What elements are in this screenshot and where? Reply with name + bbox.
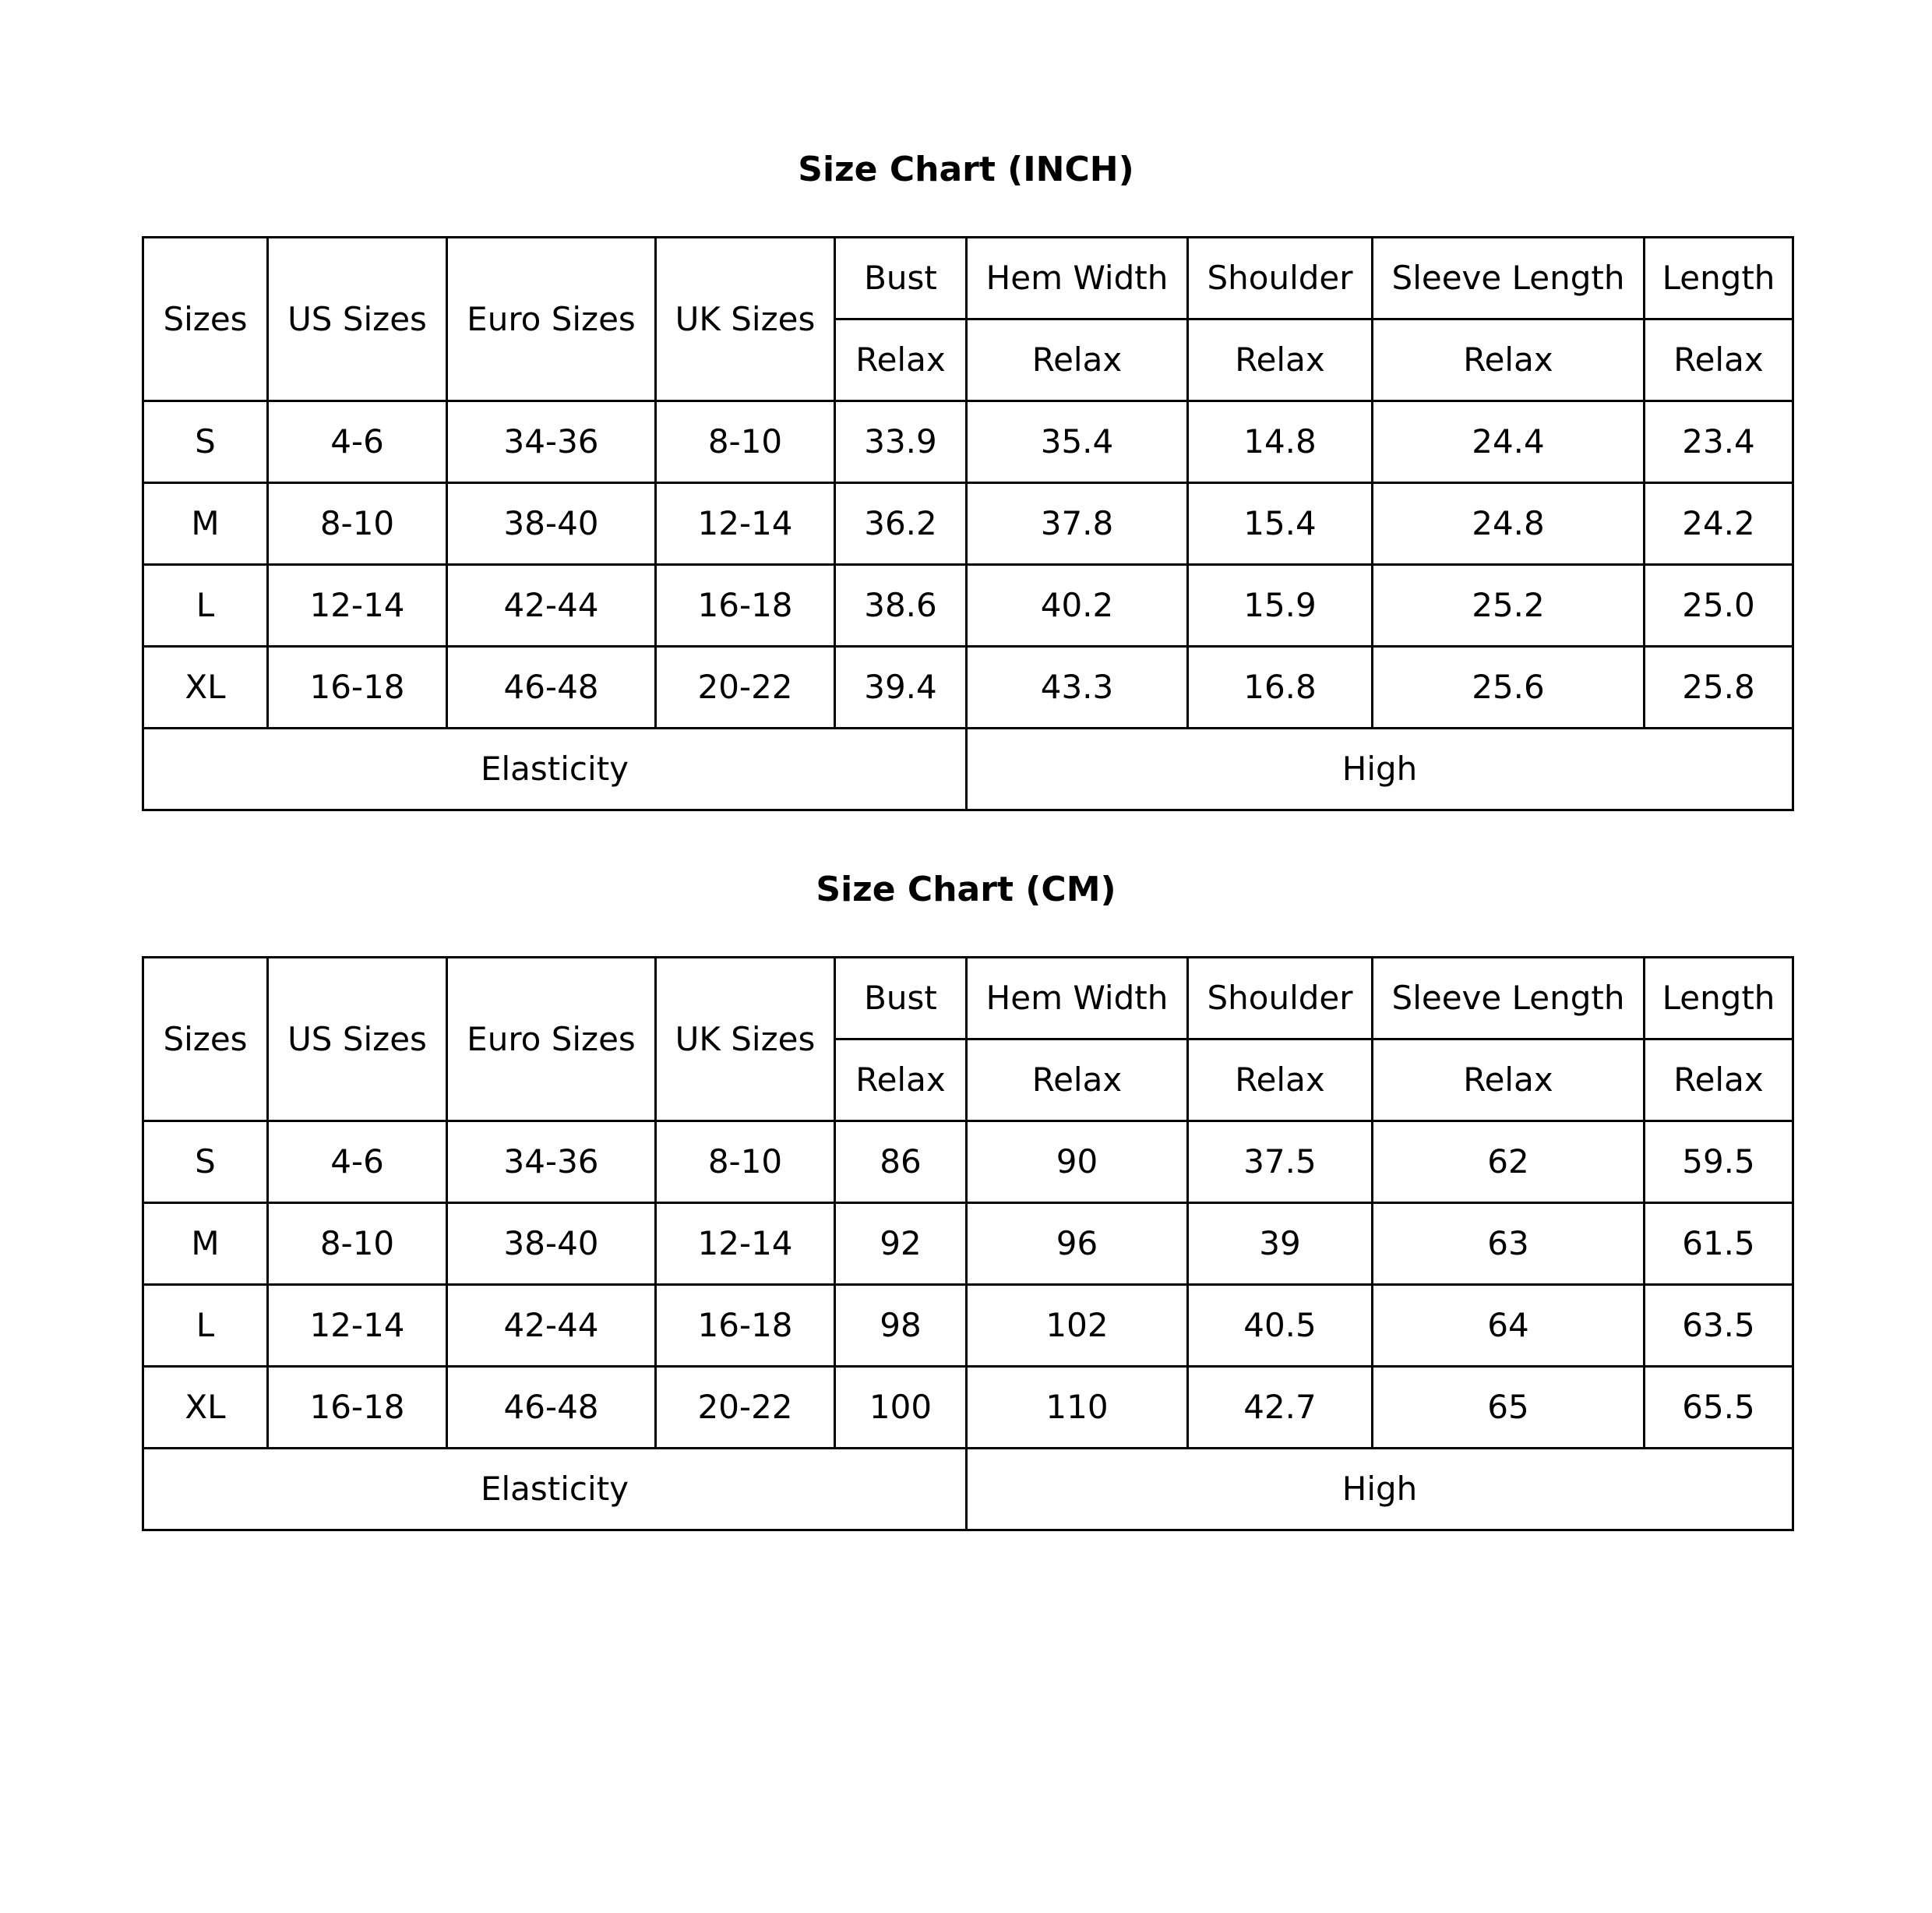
size-chart-cm-table xyxy=(142,956,1794,1531)
header-euro-sizes: Euro Sizes xyxy=(447,238,656,401)
cell: 98 xyxy=(835,1285,967,1367)
cell: 24.8 xyxy=(1373,483,1645,565)
cell: 8-10 xyxy=(656,401,835,483)
header-us-sizes: US Sizes xyxy=(268,238,447,401)
header-row xyxy=(143,238,1793,319)
cell: 40.5 xyxy=(1188,1285,1373,1367)
sub-header-relax: Relax xyxy=(1188,1039,1373,1121)
cell: 12-14 xyxy=(268,1285,447,1367)
cell: 33.9 xyxy=(835,401,967,483)
cell: 34-36 xyxy=(447,1121,656,1203)
sub-header-relax: Relax xyxy=(1645,319,1793,401)
header-length: Length xyxy=(1645,958,1793,1039)
cell: 34-36 xyxy=(447,401,656,483)
cell: L xyxy=(143,565,268,647)
cell: 40.2 xyxy=(967,565,1188,647)
cell: 61.5 xyxy=(1645,1203,1793,1285)
cell: 24.4 xyxy=(1373,401,1645,483)
cell: 63.5 xyxy=(1645,1285,1793,1367)
cell: 42.7 xyxy=(1188,1367,1373,1449)
elasticity-value: High xyxy=(967,1449,1793,1530)
sub-header-relax: Relax xyxy=(967,319,1188,401)
cell: 20-22 xyxy=(656,647,835,729)
cell: 90 xyxy=(967,1121,1188,1203)
header-sizes: Sizes xyxy=(143,958,268,1121)
sub-header-relax: Relax xyxy=(835,319,967,401)
cell: 14.8 xyxy=(1188,401,1373,483)
cell: 16.8 xyxy=(1188,647,1373,729)
header-sleeve-length: Sleeve Length xyxy=(1373,958,1645,1039)
sub-header-relax: Relax xyxy=(1373,1039,1645,1121)
cell: 43.3 xyxy=(967,647,1188,729)
cell: S xyxy=(143,1121,268,1203)
table-row xyxy=(143,647,1793,729)
cell: 62 xyxy=(1373,1121,1645,1203)
header-uk-sizes: UK Sizes xyxy=(656,238,835,401)
table-row xyxy=(143,565,1793,647)
cell: 96 xyxy=(967,1203,1188,1285)
cell: XL xyxy=(143,1367,268,1449)
cell: 16-18 xyxy=(268,647,447,729)
cell: 38.6 xyxy=(835,565,967,647)
cell: 65 xyxy=(1373,1367,1645,1449)
cell: 4-6 xyxy=(268,401,447,483)
cell: 39.4 xyxy=(835,647,967,729)
header-euro-sizes: Euro Sizes xyxy=(447,958,656,1121)
sub-header-relax: Relax xyxy=(1188,319,1373,401)
cell: 37.8 xyxy=(967,483,1188,565)
cell: 4-6 xyxy=(268,1121,447,1203)
cell: 100 xyxy=(835,1367,967,1449)
cell: L xyxy=(143,1285,268,1367)
cell: 46-48 xyxy=(447,1367,656,1449)
footer-row xyxy=(143,729,1793,810)
cell: 23.4 xyxy=(1645,401,1793,483)
cell: 15.9 xyxy=(1188,565,1373,647)
cell: 25.2 xyxy=(1373,565,1645,647)
cell: 12-14 xyxy=(656,1203,835,1285)
cell: 38-40 xyxy=(447,483,656,565)
size-chart-cm-title: Size Chart (CM) xyxy=(816,870,1116,909)
table-row xyxy=(143,1285,1793,1367)
elasticity-label: Elasticity xyxy=(143,729,967,810)
cell: 12-14 xyxy=(656,483,835,565)
table-row xyxy=(143,1203,1793,1285)
header-uk-sizes: UK Sizes xyxy=(656,958,835,1121)
elasticity-label: Elasticity xyxy=(143,1449,967,1530)
cell: 110 xyxy=(967,1367,1188,1449)
cell: 39 xyxy=(1188,1203,1373,1285)
cell: S xyxy=(143,401,268,483)
header-bust: Bust xyxy=(835,238,967,319)
cell: M xyxy=(143,483,268,565)
header-sleeve-length: Sleeve Length xyxy=(1373,238,1645,319)
elasticity-value: High xyxy=(967,729,1793,810)
cell: 64 xyxy=(1373,1285,1645,1367)
cell: 42-44 xyxy=(447,565,656,647)
size-chart-inch-table xyxy=(142,236,1794,811)
header-sizes: Sizes xyxy=(143,238,268,401)
cell: 16-18 xyxy=(656,1285,835,1367)
cell: 63 xyxy=(1373,1203,1645,1285)
cell: 8-10 xyxy=(268,483,447,565)
size-chart-inch-title: Size Chart (INCH) xyxy=(798,150,1134,189)
cell: 102 xyxy=(967,1285,1188,1367)
cell: 35.4 xyxy=(967,401,1188,483)
cell: 25.6 xyxy=(1373,647,1645,729)
header-shoulder: Shoulder xyxy=(1188,238,1373,319)
cell: 8-10 xyxy=(268,1203,447,1285)
cell: 38-40 xyxy=(447,1203,656,1285)
cell: 12-14 xyxy=(268,565,447,647)
header-shoulder: Shoulder xyxy=(1188,958,1373,1039)
cell: 24.2 xyxy=(1645,483,1793,565)
sub-header-relax: Relax xyxy=(1645,1039,1793,1121)
cell: 25.8 xyxy=(1645,647,1793,729)
cell: 16-18 xyxy=(268,1367,447,1449)
header-row xyxy=(143,958,1793,1039)
cell: M xyxy=(143,1203,268,1285)
cell: 92 xyxy=(835,1203,967,1285)
footer-row xyxy=(143,1449,1793,1530)
sub-header-relax: Relax xyxy=(967,1039,1188,1121)
sub-header-relax: Relax xyxy=(835,1039,967,1121)
table-row xyxy=(143,483,1793,565)
table-row xyxy=(143,401,1793,483)
sub-header-relax: Relax xyxy=(1373,319,1645,401)
cell: 15.4 xyxy=(1188,483,1373,565)
cell: 25.0 xyxy=(1645,565,1793,647)
header-hem-width: Hem Width xyxy=(967,238,1188,319)
table-row xyxy=(143,1367,1793,1449)
cell: XL xyxy=(143,647,268,729)
cell: 36.2 xyxy=(835,483,967,565)
header-us-sizes: US Sizes xyxy=(268,958,447,1121)
table-row xyxy=(143,1121,1793,1203)
cell: 59.5 xyxy=(1645,1121,1793,1203)
cell: 37.5 xyxy=(1188,1121,1373,1203)
cell: 42-44 xyxy=(447,1285,656,1367)
cell: 8-10 xyxy=(656,1121,835,1203)
header-bust: Bust xyxy=(835,958,967,1039)
cell: 65.5 xyxy=(1645,1367,1793,1449)
cell: 20-22 xyxy=(656,1367,835,1449)
header-hem-width: Hem Width xyxy=(967,958,1188,1039)
cell: 16-18 xyxy=(656,565,835,647)
cell: 86 xyxy=(835,1121,967,1203)
header-length: Length xyxy=(1645,238,1793,319)
cell: 46-48 xyxy=(447,647,656,729)
